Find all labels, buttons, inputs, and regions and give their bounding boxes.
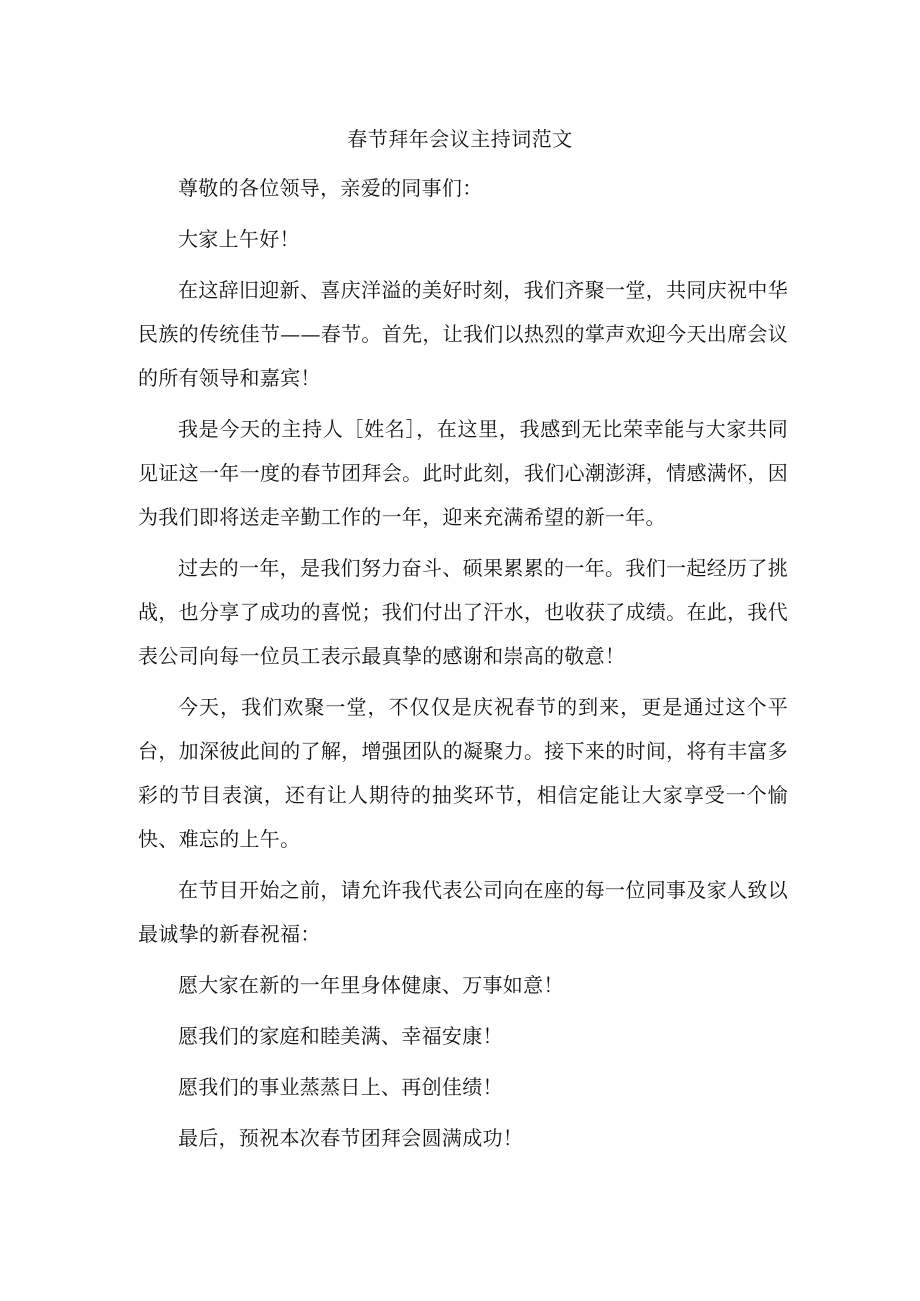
paragraph-wish-health: 愿大家在新的一年里身体健康、万事如意！ (178, 973, 564, 997)
paragraph-hello: 大家上午好！ (178, 227, 300, 251)
paragraph-program: 今天，我们欢聚一堂，不仅仅是庆祝春节的到来，更是通过这个平台，加深彼此间的了解，增强团队的凝聚力。接下来的时间，将有丰富多彩的节目表演，还有让人期待的抽奖环节，相信定能让大家享受一个愉快、难忘的上午。 (138, 695, 788, 851)
paragraph-review: 过去的一年，是我们努力奋斗、硕果累累的一年。我们一起经历了挑战，也分享了成功的喜悦；我们付出了汗水，也收获了成绩。在此，我代表公司向每一位员工表示最真挚的感谢和崇高的敬意！ (138, 556, 788, 668)
document-body (138, 166, 788, 1167)
document-title: 春节拜年会议主持词范文 (347, 127, 573, 151)
paragraph-blessing-intro: 在节目开始之前，请允许我代表公司向在座的每一位同事及家人致以最诚挚的新春祝福： (138, 878, 788, 946)
paragraph-welcome: 在这辞旧迎新、喜庆洋溢的美好时刻，我们齐聚一堂，共同庆祝中华民族的传统佳节——春节。首先，让我们以热烈的掌声欢迎今天出席会议的所有领导和嘉宾！ (138, 278, 788, 390)
paragraph-closing: 最后，预祝本次春节团拜会圆满成功！ (178, 1126, 524, 1150)
paragraph-wish-career: 愿我们的事业蒸蒸日上、再创佳绩！ (178, 1075, 503, 1099)
paragraph-greeting: 尊敬的各位领导，亲爱的同事们： (178, 176, 483, 200)
paragraph-wish-family: 愿我们的家庭和睦美满、幸福安康！ (178, 1024, 503, 1048)
paragraph-host-intro: 我是今天的主持人［姓名］，在这里，我感到无比荣幸能与大家共同见证这一年一度的春节团拜会。此时此刻，我们心潮澎湃，情感满怀，因为我们即将送走辛勤工作的一年，迎来充满希望的新一年。 (138, 417, 788, 529)
